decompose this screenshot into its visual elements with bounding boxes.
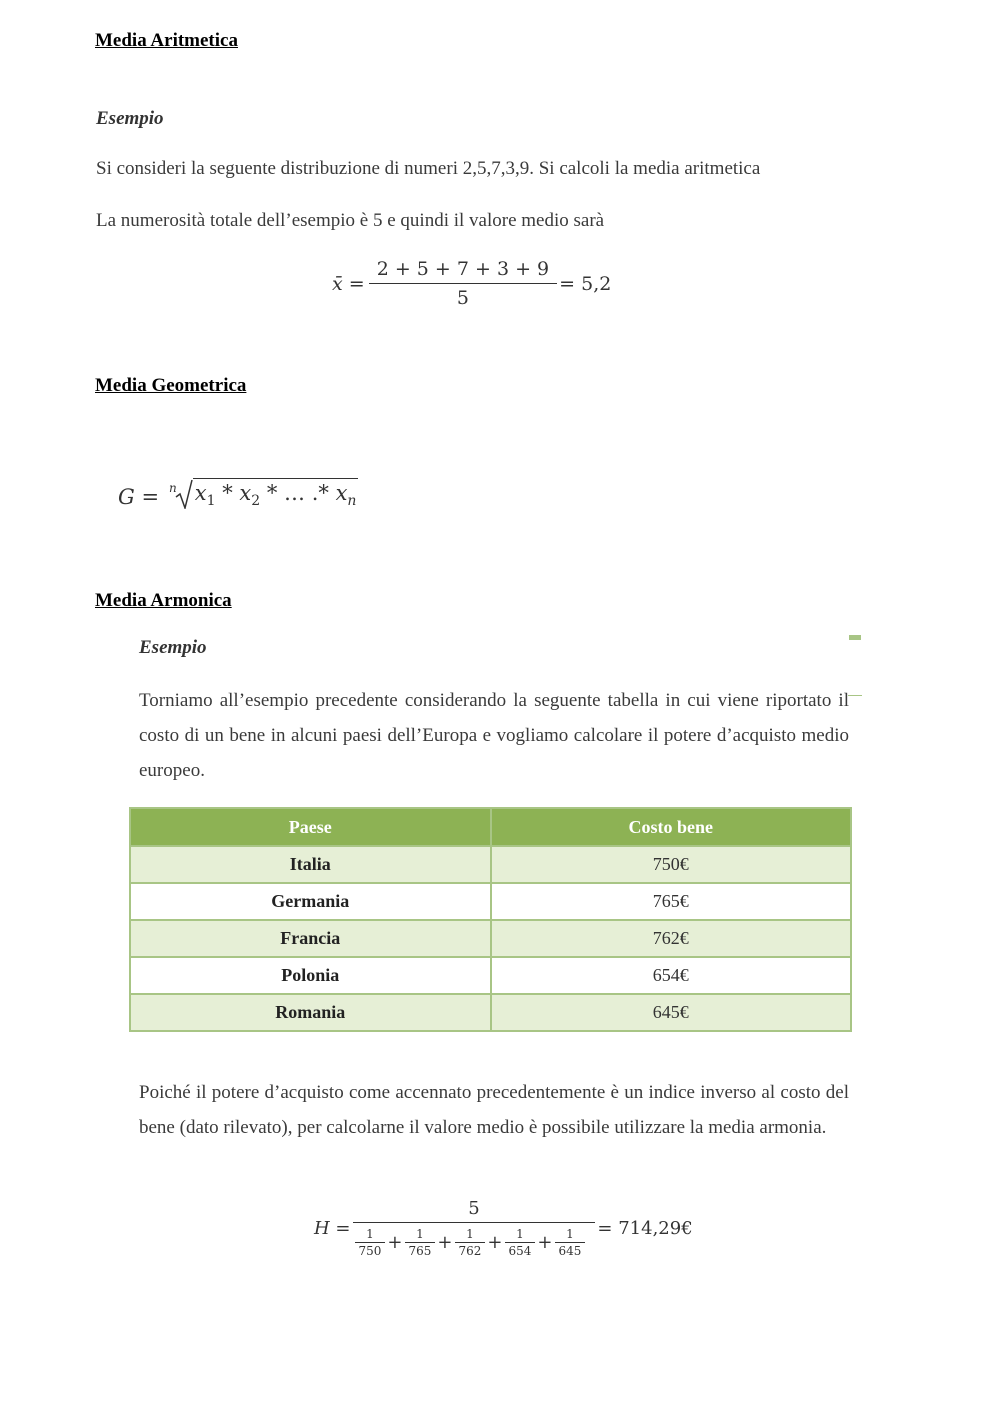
formula-result: = 714,29€	[597, 1217, 693, 1239]
example-label: Esempio	[96, 108, 164, 129]
radicand-var: x	[194, 481, 207, 505]
radicand	[193, 478, 359, 509]
cell-country: Italia	[130, 846, 491, 883]
table-row	[130, 883, 851, 920]
fraction	[357, 1198, 592, 1258]
cell-country: Germania	[130, 883, 491, 920]
table-row	[130, 920, 851, 957]
column-header-cost: Costo bene	[491, 808, 852, 846]
paragraph: Poiché il potere d’acquisto come accennato precedentemente è un indice inverso al costo del bene (dato rilevato), per calcolarne il valore medio è possibile utilizzare la media armonia.	[139, 1082, 849, 1138]
unit-fraction	[457, 1227, 484, 1258]
example-label: Esempio	[139, 637, 207, 658]
paragraph: Torniamo all’esempio precedente considerando la seguente tabella in cui viene riportato il costo di un bene in alcuni paesi dell’Europa e vogliamo calcolare il potere d’acquisto medio europeo.	[139, 690, 849, 781]
formula-lhs: H =	[314, 1217, 351, 1239]
cell-country: Polonia	[130, 957, 491, 994]
formula-lhs: x̄ =	[332, 272, 365, 295]
cell-country: Romania	[130, 994, 491, 1031]
unit-fraction-denominator: 645	[555, 1242, 586, 1258]
heading-media-aritmetica: Media Aritmetica	[95, 30, 238, 51]
column-header-country: Paese	[130, 808, 491, 846]
unit-fraction-numerator: 1	[566, 1227, 574, 1241]
plus-sign: +	[437, 1232, 453, 1253]
plus-sign: +	[487, 1232, 503, 1253]
fraction-denominator	[353, 1222, 596, 1258]
unit-fraction-denominator: 750	[355, 1242, 386, 1258]
cell-cost: 765€	[491, 883, 852, 920]
unit-fraction-denominator: 765	[405, 1242, 436, 1258]
table-row	[130, 957, 851, 994]
radicand-sub: 2	[251, 493, 261, 510]
decorative-rule	[848, 695, 862, 696]
paragraph: La numerosità totale dell’esempio è 5 e quindi il valore medio sarà	[96, 210, 605, 231]
table-row	[130, 994, 851, 1031]
unit-fraction-denominator: 762	[455, 1242, 486, 1258]
cell-cost: 654€	[491, 957, 852, 994]
table-header-row	[130, 808, 851, 846]
nth-root	[169, 478, 358, 509]
radicand-op: * … .*	[260, 481, 336, 505]
fraction-numerator: 5	[468, 1198, 480, 1219]
table-row	[130, 846, 851, 883]
plus-sign: +	[537, 1232, 553, 1253]
cell-cost: 645€	[491, 994, 852, 1031]
unit-fraction-numerator: 1	[466, 1227, 474, 1241]
harmonic-mean-formula	[314, 1198, 693, 1258]
unit-fraction-numerator: 1	[516, 1227, 524, 1241]
plus-sign: +	[387, 1232, 403, 1253]
cost-table-container	[129, 807, 852, 1032]
fraction-numerator: 2 + 5 + 7 + 3 + 9	[376, 258, 550, 280]
unit-fraction	[407, 1227, 434, 1258]
geometric-mean-formula	[118, 478, 358, 509]
radicand-op: *	[215, 481, 240, 505]
fraction-denominator: 5	[369, 283, 557, 309]
radicand-var: x	[335, 481, 348, 505]
paragraph: Si consideri la seguente distribuzione di numeri 2,5,7,3,9. Si calcoli la media aritmetica	[96, 158, 761, 179]
decorative-mark	[849, 635, 861, 640]
unit-fraction-denominator: 654	[505, 1242, 536, 1258]
cost-table	[129, 807, 852, 1032]
heading-media-geometrica: Media Geometrica	[95, 375, 247, 396]
arithmetic-mean-formula	[332, 258, 611, 309]
formula-result: = 5,2	[559, 272, 612, 295]
unit-fraction	[557, 1227, 584, 1258]
cell-country: Francia	[130, 920, 491, 957]
heading-media-armonica: Media Armonica	[95, 590, 232, 611]
unit-fraction-numerator: 1	[366, 1227, 374, 1241]
unit-fraction	[357, 1227, 384, 1258]
unit-fraction-numerator: 1	[416, 1227, 424, 1241]
root-index: n	[169, 481, 177, 496]
cell-cost: 762€	[491, 920, 852, 957]
fraction	[373, 258, 553, 309]
radicand-sub: n	[347, 493, 357, 510]
radicand-var: x	[239, 481, 252, 505]
formula-lhs: G =	[118, 485, 160, 510]
radical-sign-icon	[175, 479, 193, 509]
radicand-sub: 1	[206, 493, 216, 510]
unit-fraction	[507, 1227, 534, 1258]
cell-cost: 750€	[491, 846, 852, 883]
